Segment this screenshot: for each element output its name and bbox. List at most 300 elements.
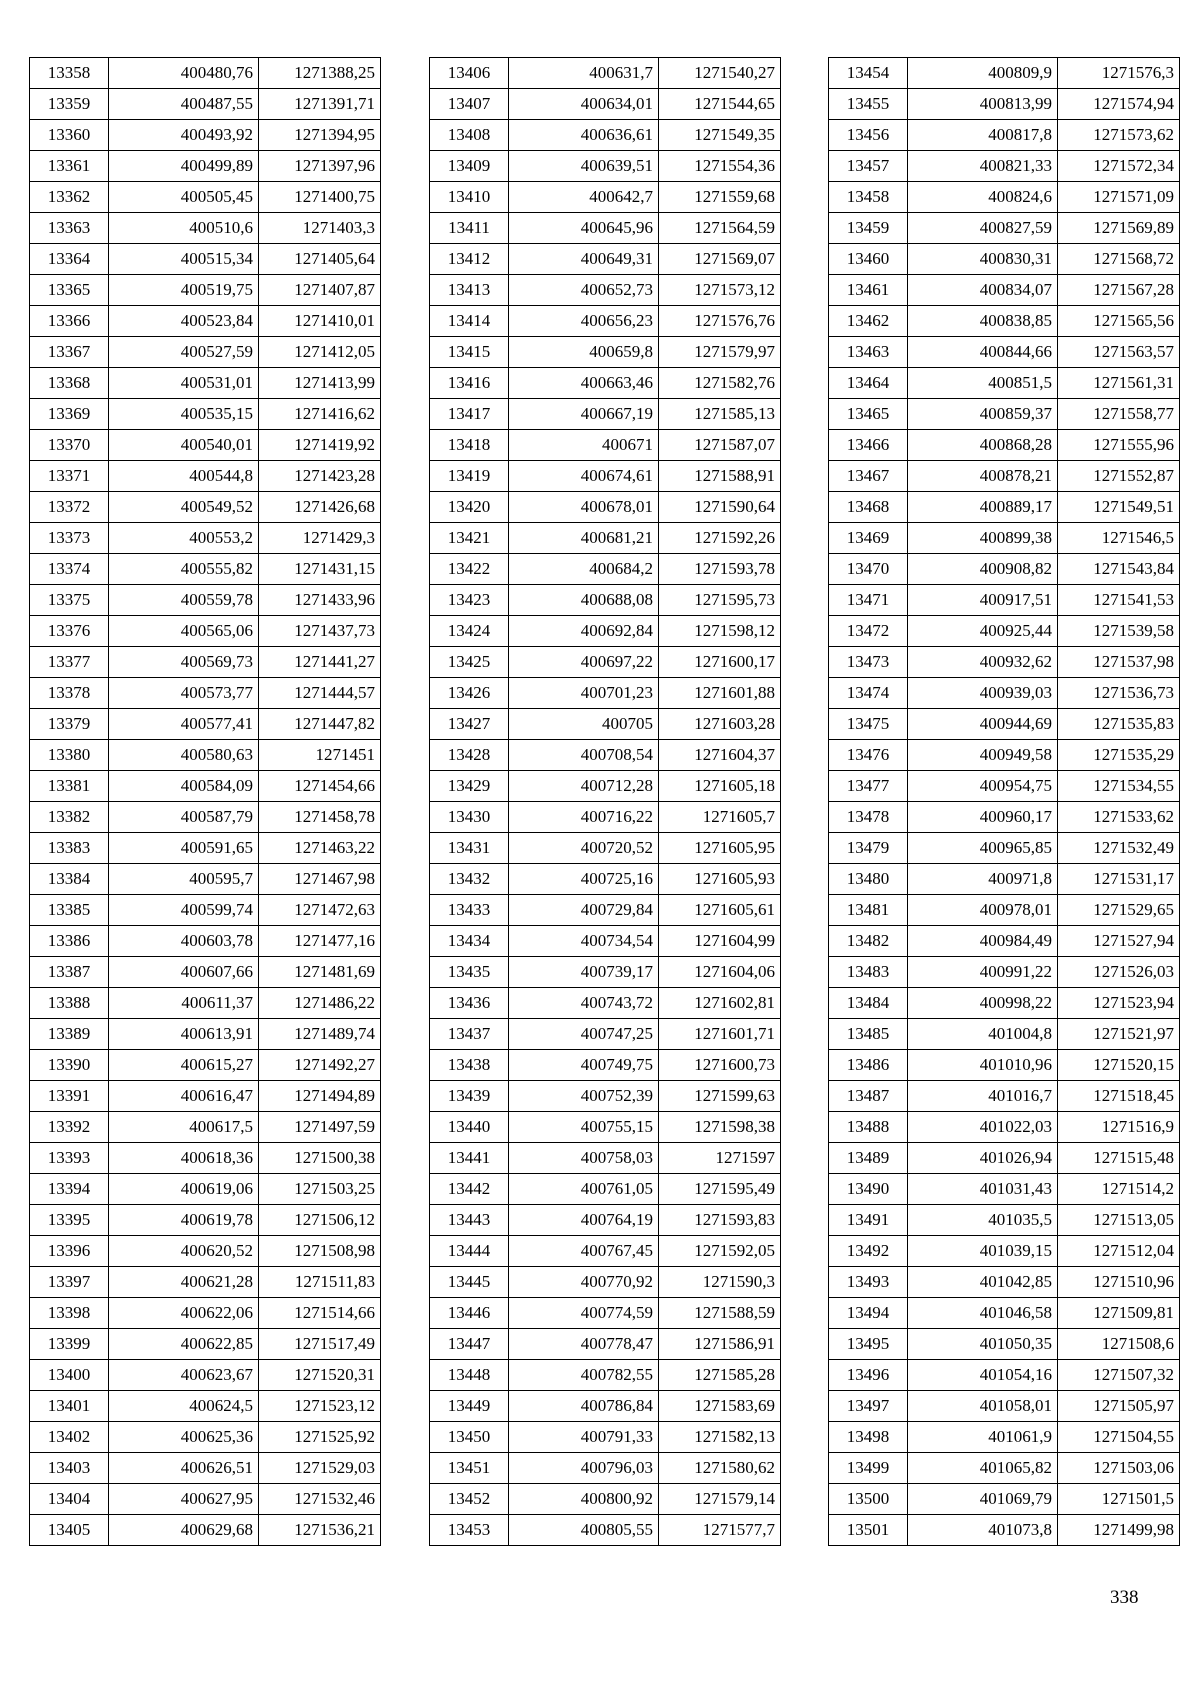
point-id-cell: 13494 (829, 1298, 908, 1329)
point-id-cell: 13401 (30, 1391, 109, 1422)
point-id-cell: 13470 (829, 554, 908, 585)
x-coordinate-cell: 400523,84 (109, 306, 259, 337)
table-row (430, 1112, 781, 1143)
table-row (430, 554, 781, 585)
table-row (430, 647, 781, 678)
x-coordinate-cell: 400595,7 (109, 864, 259, 895)
table-row (430, 616, 781, 647)
table-row (30, 1205, 381, 1236)
table-row (829, 182, 1180, 213)
table-row (30, 1453, 381, 1484)
y-coordinate-cell: 1271477,16 (259, 926, 381, 957)
table-row (30, 182, 381, 213)
table-row (430, 709, 781, 740)
y-coordinate-cell: 1271565,56 (1058, 306, 1180, 337)
point-id-cell: 13406 (430, 58, 509, 89)
point-id-cell: 13411 (430, 213, 509, 244)
x-coordinate-cell: 400774,59 (509, 1298, 659, 1329)
y-coordinate-cell: 1271598,12 (659, 616, 781, 647)
point-id-cell: 13379 (30, 709, 109, 740)
y-coordinate-cell: 1271400,75 (259, 182, 381, 213)
point-id-cell: 13420 (430, 492, 509, 523)
table-row (430, 461, 781, 492)
y-coordinate-cell: 1271489,74 (259, 1019, 381, 1050)
point-id-cell: 13368 (30, 368, 109, 399)
x-coordinate-cell: 400834,07 (908, 275, 1058, 306)
y-coordinate-cell: 1271520,15 (1058, 1050, 1180, 1081)
x-coordinate-cell: 400681,21 (509, 523, 659, 554)
x-coordinate-cell: 400697,22 (509, 647, 659, 678)
point-id-cell: 13447 (430, 1329, 509, 1360)
table-row (430, 399, 781, 430)
x-coordinate-cell: 400932,62 (908, 647, 1058, 678)
point-id-cell: 13468 (829, 492, 908, 523)
y-coordinate-cell: 1271567,28 (1058, 275, 1180, 306)
y-coordinate-cell: 1271501,5 (1058, 1484, 1180, 1515)
x-coordinate-cell: 400663,46 (509, 368, 659, 399)
y-coordinate-cell: 1271513,05 (1058, 1205, 1180, 1236)
point-id-cell: 13403 (30, 1453, 109, 1484)
point-id-cell: 13408 (430, 120, 509, 151)
x-coordinate-cell: 400625,36 (109, 1422, 259, 1453)
table-row (30, 957, 381, 988)
y-coordinate-cell: 1271534,55 (1058, 771, 1180, 802)
table-row (829, 1484, 1180, 1515)
point-id-cell: 13393 (30, 1143, 109, 1174)
point-id-cell: 13364 (30, 244, 109, 275)
x-coordinate-cell: 400549,52 (109, 492, 259, 523)
point-id-cell: 13498 (829, 1422, 908, 1453)
y-coordinate-cell: 1271518,45 (1058, 1081, 1180, 1112)
point-id-cell: 13446 (430, 1298, 509, 1329)
y-coordinate-cell: 1271602,81 (659, 988, 781, 1019)
x-coordinate-cell: 400555,82 (109, 554, 259, 585)
x-coordinate-cell: 400716,22 (509, 802, 659, 833)
y-coordinate-cell: 1271531,17 (1058, 864, 1180, 895)
x-coordinate-cell: 400621,28 (109, 1267, 259, 1298)
point-id-cell: 13412 (430, 244, 509, 275)
table-row (829, 678, 1180, 709)
point-id-cell: 13434 (430, 926, 509, 957)
point-id-cell: 13488 (829, 1112, 908, 1143)
point-id-cell: 13473 (829, 647, 908, 678)
y-coordinate-cell: 1271441,27 (259, 647, 381, 678)
y-coordinate-cell: 1271505,97 (1058, 1391, 1180, 1422)
x-coordinate-cell: 400607,66 (109, 957, 259, 988)
point-id-cell: 13386 (30, 926, 109, 957)
point-id-cell: 13476 (829, 740, 908, 771)
point-id-cell: 13422 (430, 554, 509, 585)
y-coordinate-cell: 1271597 (659, 1143, 781, 1174)
coordinate-table-2 (429, 57, 781, 1546)
y-coordinate-cell: 1271535,83 (1058, 709, 1180, 740)
y-coordinate-cell: 1271586,91 (659, 1329, 781, 1360)
y-coordinate-cell: 1271426,68 (259, 492, 381, 523)
y-coordinate-cell: 1271463,22 (259, 833, 381, 864)
y-coordinate-cell: 1271532,46 (259, 1484, 381, 1515)
table-row (430, 492, 781, 523)
table-row (430, 368, 781, 399)
table-row (30, 1081, 381, 1112)
table-row (30, 1422, 381, 1453)
table-row (430, 1515, 781, 1546)
x-coordinate-cell: 400889,17 (908, 492, 1058, 523)
table-row (829, 1081, 1180, 1112)
x-coordinate-cell: 400615,27 (109, 1050, 259, 1081)
x-coordinate-cell: 400752,39 (509, 1081, 659, 1112)
table-row (430, 337, 781, 368)
point-id-cell: 13377 (30, 647, 109, 678)
y-coordinate-cell: 1271394,95 (259, 120, 381, 151)
x-coordinate-cell: 400786,84 (509, 1391, 659, 1422)
y-coordinate-cell: 1271523,12 (259, 1391, 381, 1422)
point-id-cell: 13382 (30, 802, 109, 833)
table-row (430, 1360, 781, 1391)
point-id-cell: 13482 (829, 926, 908, 957)
table-row (430, 1205, 781, 1236)
table-row (30, 988, 381, 1019)
y-coordinate-cell: 1271605,7 (659, 802, 781, 833)
x-coordinate-cell: 401046,58 (908, 1298, 1058, 1329)
y-coordinate-cell: 1271605,61 (659, 895, 781, 926)
table-row (30, 430, 381, 461)
table-row (30, 1360, 381, 1391)
y-coordinate-cell: 1271521,97 (1058, 1019, 1180, 1050)
x-coordinate-cell: 401026,94 (908, 1143, 1058, 1174)
y-coordinate-cell: 1271520,31 (259, 1360, 381, 1391)
point-id-cell: 13501 (829, 1515, 908, 1546)
point-id-cell: 13390 (30, 1050, 109, 1081)
point-id-cell: 13429 (430, 771, 509, 802)
point-id-cell: 13378 (30, 678, 109, 709)
point-id-cell: 13396 (30, 1236, 109, 1267)
point-id-cell: 13432 (430, 864, 509, 895)
y-coordinate-cell: 1271590,3 (659, 1267, 781, 1298)
x-coordinate-cell: 400623,67 (109, 1360, 259, 1391)
y-coordinate-cell: 1271605,93 (659, 864, 781, 895)
point-id-cell: 13413 (430, 275, 509, 306)
x-coordinate-cell: 400617,5 (109, 1112, 259, 1143)
point-id-cell: 13487 (829, 1081, 908, 1112)
x-coordinate-cell: 400505,45 (109, 182, 259, 213)
x-coordinate-cell: 400573,77 (109, 678, 259, 709)
table-row (829, 1205, 1180, 1236)
y-coordinate-cell: 1271536,73 (1058, 678, 1180, 709)
x-coordinate-cell: 400791,33 (509, 1422, 659, 1453)
x-coordinate-cell: 400599,74 (109, 895, 259, 926)
table-row (430, 771, 781, 802)
y-coordinate-cell: 1271601,88 (659, 678, 781, 709)
point-id-cell: 13472 (829, 616, 908, 647)
point-id-cell: 13497 (829, 1391, 908, 1422)
x-coordinate-cell: 400749,75 (509, 1050, 659, 1081)
point-id-cell: 13441 (430, 1143, 509, 1174)
x-coordinate-cell: 400712,28 (509, 771, 659, 802)
point-id-cell: 13405 (30, 1515, 109, 1546)
point-id-cell: 13451 (430, 1453, 509, 1484)
x-coordinate-cell: 400510,6 (109, 213, 259, 244)
x-coordinate-cell: 400813,99 (908, 89, 1058, 120)
x-coordinate-cell: 400838,85 (908, 306, 1058, 337)
table-row (30, 58, 381, 89)
x-coordinate-cell: 401022,03 (908, 1112, 1058, 1143)
x-coordinate-cell: 400636,61 (509, 120, 659, 151)
table-row (430, 1453, 781, 1484)
x-coordinate-cell: 400626,51 (109, 1453, 259, 1484)
point-id-cell: 13480 (829, 864, 908, 895)
x-coordinate-cell: 400778,47 (509, 1329, 659, 1360)
point-id-cell: 13464 (829, 368, 908, 399)
y-coordinate-cell: 1271419,92 (259, 430, 381, 461)
x-coordinate-cell: 400493,92 (109, 120, 259, 151)
x-coordinate-cell: 401058,01 (908, 1391, 1058, 1422)
table-row (829, 275, 1180, 306)
point-id-cell: 13466 (829, 430, 908, 461)
point-id-cell: 13395 (30, 1205, 109, 1236)
y-coordinate-cell: 1271572,34 (1058, 151, 1180, 182)
point-id-cell: 13445 (430, 1267, 509, 1298)
y-coordinate-cell: 1271552,87 (1058, 461, 1180, 492)
x-coordinate-cell: 401050,35 (908, 1329, 1058, 1360)
point-id-cell: 13454 (829, 58, 908, 89)
x-coordinate-cell: 401031,43 (908, 1174, 1058, 1205)
y-coordinate-cell: 1271574,94 (1058, 89, 1180, 120)
x-coordinate-cell: 400701,23 (509, 678, 659, 709)
y-coordinate-cell: 1271486,22 (259, 988, 381, 1019)
table-row (430, 926, 781, 957)
table-row (829, 337, 1180, 368)
x-coordinate-cell: 400960,17 (908, 802, 1058, 833)
y-coordinate-cell: 1271603,28 (659, 709, 781, 740)
y-coordinate-cell: 1271536,21 (259, 1515, 381, 1546)
y-coordinate-cell: 1271549,51 (1058, 492, 1180, 523)
point-id-cell: 13500 (829, 1484, 908, 1515)
x-coordinate-cell: 400743,72 (509, 988, 659, 1019)
y-coordinate-cell: 1271598,38 (659, 1112, 781, 1143)
x-coordinate-cell: 400747,25 (509, 1019, 659, 1050)
y-coordinate-cell: 1271588,59 (659, 1298, 781, 1329)
x-coordinate-cell: 400729,84 (509, 895, 659, 926)
x-coordinate-cell: 400991,22 (908, 957, 1058, 988)
x-coordinate-cell: 400631,7 (509, 58, 659, 89)
y-coordinate-cell: 1271561,31 (1058, 368, 1180, 399)
table-row (30, 1329, 381, 1360)
table-row (430, 678, 781, 709)
x-coordinate-cell: 400678,01 (509, 492, 659, 523)
table-row (30, 895, 381, 926)
y-coordinate-cell: 1271407,87 (259, 275, 381, 306)
y-coordinate-cell: 1271604,37 (659, 740, 781, 771)
point-id-cell: 13417 (430, 399, 509, 430)
point-id-cell: 13448 (430, 1360, 509, 1391)
table-row (30, 461, 381, 492)
x-coordinate-cell: 400684,2 (509, 554, 659, 585)
y-coordinate-cell: 1271604,06 (659, 957, 781, 988)
point-id-cell: 13456 (829, 120, 908, 151)
y-coordinate-cell: 1271454,66 (259, 771, 381, 802)
x-coordinate-cell: 400758,03 (509, 1143, 659, 1174)
table-row (430, 585, 781, 616)
table-row (829, 1360, 1180, 1391)
table-row (829, 1422, 1180, 1453)
table-row (30, 740, 381, 771)
x-coordinate-cell: 400535,15 (109, 399, 259, 430)
y-coordinate-cell: 1271504,55 (1058, 1422, 1180, 1453)
x-coordinate-cell: 400487,55 (109, 89, 259, 120)
y-coordinate-cell: 1271604,99 (659, 926, 781, 957)
table-row (30, 492, 381, 523)
table-row (430, 895, 781, 926)
y-coordinate-cell: 1271549,35 (659, 120, 781, 151)
table-row (30, 1484, 381, 1515)
table-row (829, 957, 1180, 988)
point-id-cell: 13416 (430, 368, 509, 399)
point-id-cell: 13409 (430, 151, 509, 182)
table-row (30, 802, 381, 833)
y-coordinate-cell: 1271580,62 (659, 1453, 781, 1484)
point-id-cell: 13486 (829, 1050, 908, 1081)
point-id-cell: 13383 (30, 833, 109, 864)
table-row (430, 306, 781, 337)
table-row (829, 461, 1180, 492)
table-row (829, 89, 1180, 120)
y-coordinate-cell: 1271569,07 (659, 244, 781, 275)
x-coordinate-cell: 400649,31 (509, 244, 659, 275)
point-id-cell: 13471 (829, 585, 908, 616)
y-coordinate-cell: 1271600,17 (659, 647, 781, 678)
table-row (430, 58, 781, 89)
y-coordinate-cell: 1271593,78 (659, 554, 781, 585)
y-coordinate-cell: 1271576,3 (1058, 58, 1180, 89)
point-id-cell: 13376 (30, 616, 109, 647)
table-row (430, 1174, 781, 1205)
y-coordinate-cell: 1271539,58 (1058, 616, 1180, 647)
point-id-cell: 13479 (829, 833, 908, 864)
x-coordinate-cell: 401073,8 (908, 1515, 1058, 1546)
point-id-cell: 13419 (430, 461, 509, 492)
table-row (430, 1019, 781, 1050)
x-coordinate-cell: 400908,82 (908, 554, 1058, 585)
point-id-cell: 13381 (30, 771, 109, 802)
x-coordinate-cell: 400527,59 (109, 337, 259, 368)
point-id-cell: 13373 (30, 523, 109, 554)
y-coordinate-cell: 1271526,03 (1058, 957, 1180, 988)
point-id-cell: 13370 (30, 430, 109, 461)
table-row (30, 120, 381, 151)
point-id-cell: 13427 (430, 709, 509, 740)
y-coordinate-cell: 1271511,83 (259, 1267, 381, 1298)
x-coordinate-cell: 400480,76 (109, 58, 259, 89)
table-row (430, 151, 781, 182)
table-row (829, 120, 1180, 151)
table-row (430, 1267, 781, 1298)
point-id-cell: 13459 (829, 213, 908, 244)
x-coordinate-cell: 400629,68 (109, 1515, 259, 1546)
y-coordinate-cell: 1271413,99 (259, 368, 381, 399)
point-id-cell: 13418 (430, 430, 509, 461)
point-id-cell: 13380 (30, 740, 109, 771)
point-id-cell: 13485 (829, 1019, 908, 1050)
y-coordinate-cell: 1271391,71 (259, 89, 381, 120)
y-coordinate-cell: 1271423,28 (259, 461, 381, 492)
x-coordinate-cell: 400809,9 (908, 58, 1058, 89)
point-id-cell: 13436 (430, 988, 509, 1019)
point-id-cell: 13496 (829, 1360, 908, 1391)
y-coordinate-cell: 1271492,27 (259, 1050, 381, 1081)
x-coordinate-cell: 400591,65 (109, 833, 259, 864)
table-row (829, 213, 1180, 244)
y-coordinate-cell: 1271587,07 (659, 430, 781, 461)
point-id-cell: 13372 (30, 492, 109, 523)
x-coordinate-cell: 400965,85 (908, 833, 1058, 864)
y-coordinate-cell: 1271554,36 (659, 151, 781, 182)
table-row (30, 306, 381, 337)
point-id-cell: 13410 (430, 182, 509, 213)
point-id-cell: 13462 (829, 306, 908, 337)
point-id-cell: 13363 (30, 213, 109, 244)
x-coordinate-cell: 400899,38 (908, 523, 1058, 554)
x-coordinate-cell: 400944,69 (908, 709, 1058, 740)
table-row (430, 1422, 781, 1453)
y-coordinate-cell: 1271508,98 (259, 1236, 381, 1267)
point-id-cell: 13489 (829, 1143, 908, 1174)
y-coordinate-cell: 1271579,14 (659, 1484, 781, 1515)
point-id-cell: 13492 (829, 1236, 908, 1267)
table-row (829, 1391, 1180, 1422)
x-coordinate-cell: 400639,51 (509, 151, 659, 182)
table-row (829, 58, 1180, 89)
y-coordinate-cell: 1271605,95 (659, 833, 781, 864)
table-row (430, 182, 781, 213)
table-row (829, 1143, 1180, 1174)
point-id-cell: 13491 (829, 1205, 908, 1236)
x-coordinate-cell: 400603,78 (109, 926, 259, 957)
x-coordinate-cell: 400619,78 (109, 1205, 259, 1236)
x-coordinate-cell: 400692,84 (509, 616, 659, 647)
y-coordinate-cell: 1271388,25 (259, 58, 381, 89)
point-id-cell: 13360 (30, 120, 109, 151)
x-coordinate-cell: 400824,6 (908, 182, 1058, 213)
point-id-cell: 13399 (30, 1329, 109, 1360)
x-coordinate-cell: 400619,06 (109, 1174, 259, 1205)
table-row (430, 833, 781, 864)
x-coordinate-cell: 400925,44 (908, 616, 1058, 647)
x-coordinate-cell: 401004,8 (908, 1019, 1058, 1050)
table-row (829, 399, 1180, 430)
y-coordinate-cell: 1271600,73 (659, 1050, 781, 1081)
table-row (829, 802, 1180, 833)
y-coordinate-cell: 1271592,26 (659, 523, 781, 554)
point-id-cell: 13467 (829, 461, 908, 492)
y-coordinate-cell: 1271497,59 (259, 1112, 381, 1143)
y-coordinate-cell: 1271540,27 (659, 58, 781, 89)
x-coordinate-cell: 400984,49 (908, 926, 1058, 957)
x-coordinate-cell: 400859,37 (908, 399, 1058, 430)
y-coordinate-cell: 1271582,76 (659, 368, 781, 399)
x-coordinate-cell: 400616,47 (109, 1081, 259, 1112)
point-id-cell: 13433 (430, 895, 509, 926)
y-coordinate-cell: 1271405,64 (259, 244, 381, 275)
y-coordinate-cell: 1271510,96 (1058, 1267, 1180, 1298)
y-coordinate-cell: 1271431,15 (259, 554, 381, 585)
table-row (30, 1515, 381, 1546)
point-id-cell: 13465 (829, 399, 908, 430)
table-row (829, 709, 1180, 740)
y-coordinate-cell: 1271467,98 (259, 864, 381, 895)
x-coordinate-cell: 401069,79 (908, 1484, 1058, 1515)
table-row (829, 740, 1180, 771)
x-coordinate-cell: 400634,01 (509, 89, 659, 120)
